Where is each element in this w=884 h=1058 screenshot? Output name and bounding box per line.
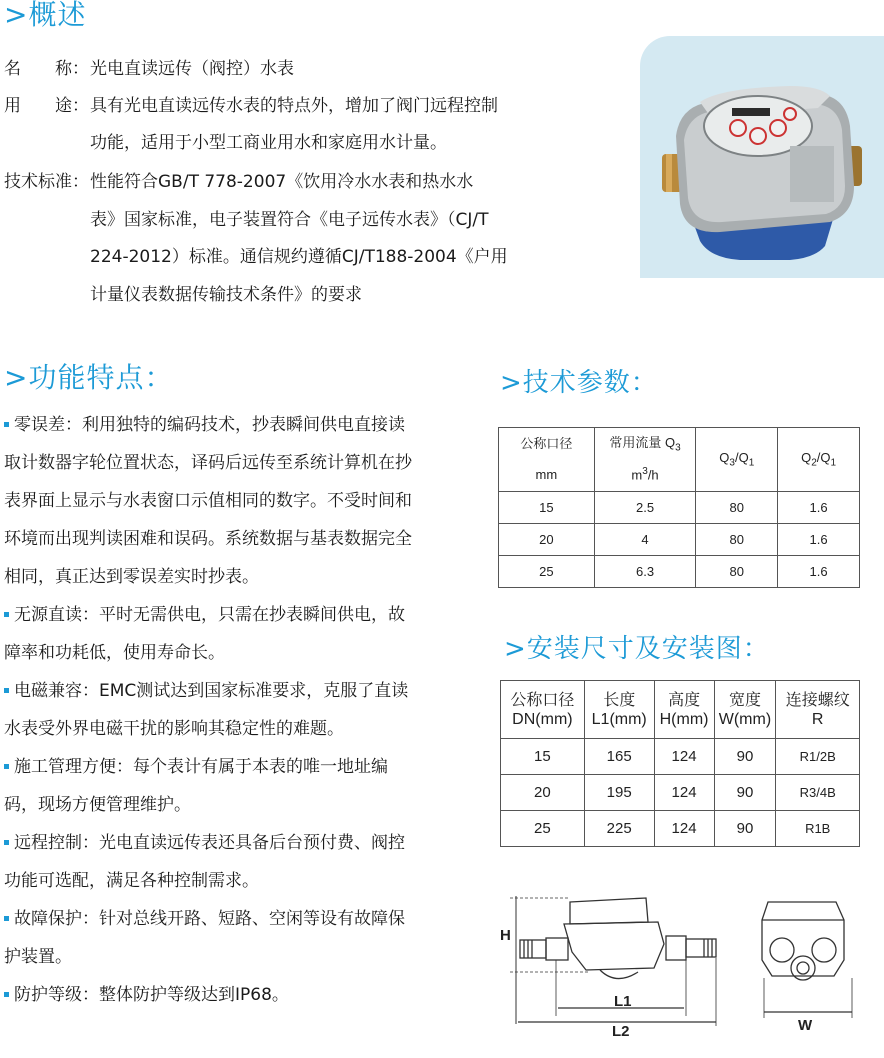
overview-usage-label: 用 途： xyxy=(4,96,89,116)
feature-text: 功能可选配，满足各种控制需求。 xyxy=(4,871,259,891)
bullet-square-icon xyxy=(4,422,9,427)
table-row xyxy=(501,775,860,811)
table-cell: R1/2B xyxy=(776,739,860,775)
installation-diagram xyxy=(498,890,878,1040)
table-row xyxy=(501,739,860,775)
table-cell: 15 xyxy=(501,739,585,775)
feature-item-cont xyxy=(4,452,466,474)
table-cell: 20 xyxy=(499,524,595,556)
header-length: 长度 L1(mm) xyxy=(584,681,654,739)
feature-item-cont xyxy=(4,490,466,512)
header-dn: 公称口径 xyxy=(499,428,595,458)
overview-standard-line: 性能符合GB/T 778-2007《饮用冷水水表和热水水 xyxy=(90,172,474,192)
overview-standard-line: 224-2012）标准。通信规约遵循CJ/T188-2004《户用 xyxy=(90,247,508,267)
header-q3: 常用流量 $Q_3$ xyxy=(594,428,696,458)
table-cell: 25 xyxy=(501,811,585,847)
table-cell: 1.6 xyxy=(778,556,860,588)
feature-item-cont xyxy=(4,642,466,664)
table-cell: 6.3 xyxy=(594,556,696,588)
install-title: >安装尺寸及安装图： xyxy=(504,634,770,664)
table-row xyxy=(499,556,860,588)
bullet-square-icon xyxy=(4,688,9,693)
table-cell: 165 xyxy=(584,739,654,775)
feature-item-start xyxy=(4,908,466,930)
header-dn-unit: mm xyxy=(499,458,595,492)
overview-title: >概述 xyxy=(4,0,87,31)
table-cell: 90 xyxy=(714,739,776,775)
feature-text: 水表受外界电磁干扰的影响其稳定性的难题。 xyxy=(4,719,344,739)
table-cell: 2.5 xyxy=(594,492,696,524)
feature-text: 相同，真正达到零误差实时抄表。 xyxy=(4,567,259,587)
feature-item-start xyxy=(4,414,466,436)
header-q2-q1: $Q_2/Q_1$ xyxy=(778,428,860,492)
table-cell: 4 xyxy=(594,524,696,556)
table-cell: R3/4B xyxy=(776,775,860,811)
feature-item-cont xyxy=(4,870,466,892)
left-nut xyxy=(546,938,568,960)
bullet-square-icon xyxy=(4,612,9,617)
header-thread: 连接螺纹 R xyxy=(776,681,860,739)
feature-item-cont xyxy=(4,946,466,968)
feature-item-start xyxy=(4,680,466,702)
header-height: 高度 H(mm) xyxy=(654,681,714,739)
header-q3-unit: $m^3/h$ xyxy=(594,458,696,492)
table-cell: 80 xyxy=(696,524,778,556)
bullet-square-icon xyxy=(4,916,9,921)
label-h: H xyxy=(500,927,511,944)
table-cell: 225 xyxy=(584,811,654,847)
table-cell: 25 xyxy=(499,556,595,588)
overview-row-standard xyxy=(4,171,473,193)
feature-text: 护装置。 xyxy=(4,947,72,967)
overview-row-name xyxy=(4,58,294,80)
feature-item-start xyxy=(4,604,466,626)
product-photo xyxy=(640,36,884,278)
table-cell: 124 xyxy=(654,739,714,775)
table-cell: 195 xyxy=(584,775,654,811)
table-row xyxy=(499,492,860,524)
feature-text: 码，现场方便管理维护。 xyxy=(4,795,191,815)
label-l1: L1 xyxy=(614,993,632,1010)
overview-usage-line: 功能，适用于小型工商业用水和家庭用水计量。 xyxy=(90,133,447,153)
feature-text: 障率和功耗低，使用寿命长。 xyxy=(4,643,225,663)
right-nut xyxy=(666,936,686,960)
table-cell: 124 xyxy=(654,811,714,847)
header-q3-q1: $Q_3/Q_1$ xyxy=(696,428,778,492)
overview-name-label: 名 称： xyxy=(4,59,89,79)
table-row xyxy=(499,524,860,556)
table-cell: 90 xyxy=(714,775,776,811)
feature-item-cont xyxy=(4,566,466,588)
table-cell: 15 xyxy=(499,492,595,524)
bullet-square-icon xyxy=(4,992,9,997)
feature-text: 电磁兼容：EMC测试达到国家标准要求，克服了直读 xyxy=(14,681,409,701)
valve-knob-left xyxy=(770,938,794,962)
overview-usage-line: 具有光电直读远传水表的特点外，增加了阀门远程控制 xyxy=(90,96,498,116)
table-cell: 124 xyxy=(654,775,714,811)
features-title: >功能特点： xyxy=(4,361,174,394)
table-cell: 1.6 xyxy=(778,524,860,556)
table-cell: 80 xyxy=(696,556,778,588)
overview-standard-line: 计量仪表数据传输技术条件》的要求 xyxy=(90,285,362,305)
table-cell: 20 xyxy=(501,775,585,811)
table-row xyxy=(501,811,860,847)
feature-item-cont xyxy=(4,528,466,550)
feature-item-start xyxy=(4,832,466,854)
table-cell: 90 xyxy=(714,811,776,847)
tech-params-table xyxy=(498,427,860,588)
install-table xyxy=(500,680,860,847)
meter-front xyxy=(762,902,844,976)
overview-standard-label: 技术标准： xyxy=(4,172,89,192)
table-cell: 1.6 xyxy=(778,492,860,524)
table-cell: 80 xyxy=(696,492,778,524)
feature-item-start xyxy=(4,984,466,1006)
feature-text: 无源直读：平时无需供电，只需在抄表瞬间供电，故 xyxy=(14,605,405,625)
meter-top xyxy=(570,898,648,924)
label-l2: L2 xyxy=(612,1023,630,1040)
feature-text: 故障保护：针对总线开路、短路、空闲等设有故障保 xyxy=(14,909,405,929)
feature-item-cont xyxy=(4,718,466,740)
feature-text: 表界面上显示与水表窗口示值相同的数字。不受时间和 xyxy=(4,491,412,511)
overview-standard-line: 表》国家标准，电子装置符合《电子远传水表》（CJ/T xyxy=(90,210,489,230)
water-meter-image xyxy=(640,36,884,278)
feature-text: 环境而出现判读困难和误码。系统数据与基表数据完全 xyxy=(4,529,412,549)
label-w: W xyxy=(798,1017,813,1034)
overview-name-value: 光电直读远传（阀控）水表 xyxy=(90,59,294,79)
feature-text: 远程控制：光电直读远传表还具备后台预付费、阀控 xyxy=(14,833,405,853)
table-cell: R1B xyxy=(776,811,860,847)
feature-item-cont xyxy=(4,794,466,816)
feature-text: 施工管理方便：每个表计有属于本表的唯一地址编 xyxy=(14,757,388,777)
valve-knob-right xyxy=(812,938,836,962)
overview-row-usage xyxy=(4,95,498,117)
header-dn: 公称口径 DN(mm) xyxy=(501,681,585,739)
header-width: 宽度 W(mm) xyxy=(714,681,776,739)
feature-text: 取计数器字轮位置状态，译码后远传至系统计算机在抄 xyxy=(4,453,412,473)
bullet-square-icon xyxy=(4,764,9,769)
feature-text: 防护等级：整体防护等级达到IP68。 xyxy=(14,985,289,1005)
tech-params-title: >技术参数： xyxy=(500,368,658,398)
bullet-square-icon xyxy=(4,840,9,845)
meter-body xyxy=(564,922,664,970)
feature-item-start xyxy=(4,756,466,778)
feature-text: 零误差：利用独特的编码技术，抄表瞬间供电直接读 xyxy=(14,415,405,435)
